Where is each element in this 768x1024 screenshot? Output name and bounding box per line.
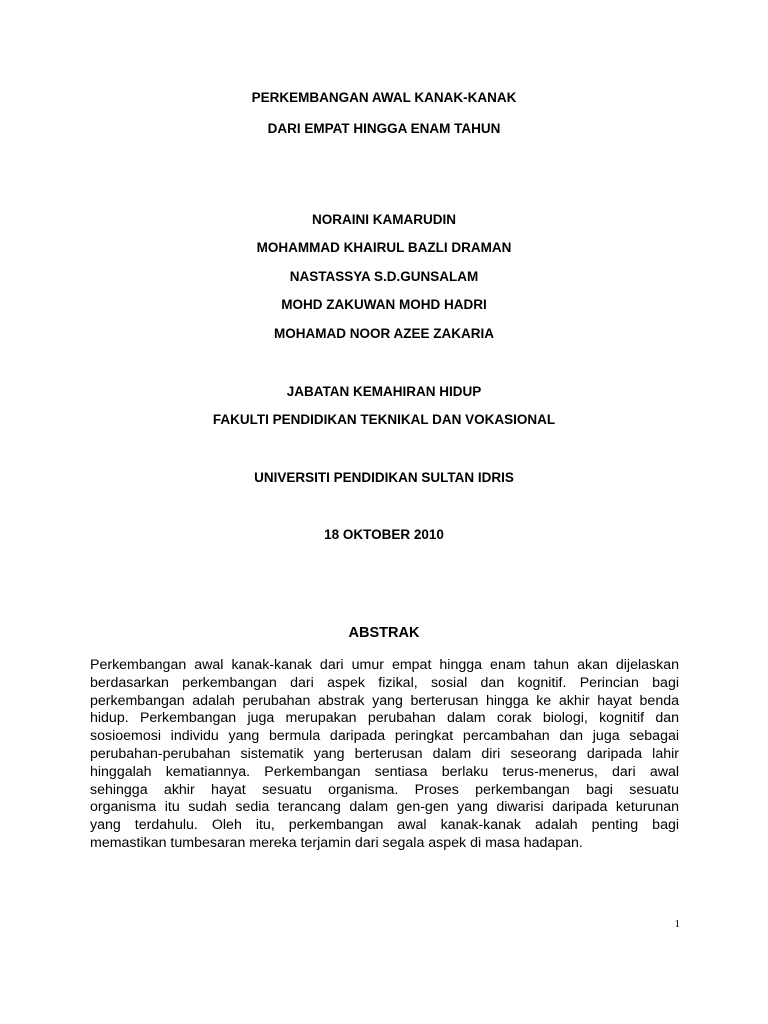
author-1: NORAINI KAMARUDIN: [312, 212, 456, 227]
abstract-line: perubahan-perubahan sistematik yang berterusan dalam diri seseorang daripada lahir: [90, 745, 679, 762]
title-line-2: DARI EMPAT HINGGA ENAM TAHUN: [267, 121, 501, 136]
abstract-line: Perkembangan awal kanak-kanak dari umur empat hingga enam tahun akan dijelaskan: [90, 657, 679, 673]
faculty: FAKULTI PENDIDIKAN TEKNIKAL DAN VOKASIONAL: [212, 412, 556, 427]
title-line-1: PERKEMBANGAN AWAL KANAK-KANAK: [251, 90, 517, 105]
university: UNIVERSITI PENDIDIKAN SULTAN IDRIS: [254, 470, 514, 485]
author-5: MOHAMAD NOOR AZEE ZAKARIA: [274, 326, 494, 341]
abstract-line: hidup. Perkembangan juga merupakan perubahan dalam corak biologi, kognitif dan: [90, 710, 679, 727]
abstract-body: [90, 657, 679, 853]
abstract-line: berdasarkan perkembangan dari aspek fizikal, sosial dan kognitif. Perincian bagi: [90, 674, 679, 691]
abstract-line: sehingga akhir hayat sesuatu organisma. Proses perkembangan bagi sesuatu: [90, 781, 679, 798]
author-2: MOHAMMAD KHAIRUL BAZLI DRAMAN: [256, 240, 512, 255]
abstract-line: organisma itu sudah sedia terancang dalam gen-gen yang diwarisi daripada keturunan: [90, 799, 679, 816]
department: JABATAN KEMAHIRAN HIDUP: [286, 384, 482, 399]
abstract-line: hinggalah kematiannya. Perkembangan sentiasa berlaku terus-menerus, dari awal: [90, 763, 679, 780]
page-number: 1: [674, 918, 680, 930]
author-4: MOHD ZAKUWAN MOHD HADRI: [281, 297, 487, 312]
author-3: NASTASSYA S.D.GUNSALAM: [289, 269, 479, 284]
abstract-line: memastikan tumbesaran mereka terjamin dari segala aspek di masa hadapan.: [90, 834, 583, 851]
abstract-line: perkembangan adalah perubahan abstrak yang berterusan hingga ke akhir hayat benda: [90, 692, 679, 709]
abstract-line: sosioemosi individu yang bermula daripada peringkat percambahan dan juga sebagai: [90, 728, 679, 745]
date: 18 OKTOBER 2010: [324, 527, 444, 542]
abstract-line: yang terdahulu. Oleh itu, perkembangan awal kanak-kanak adalah penting bagi: [90, 817, 679, 834]
abstract-heading: ABSTRAK: [348, 625, 420, 641]
